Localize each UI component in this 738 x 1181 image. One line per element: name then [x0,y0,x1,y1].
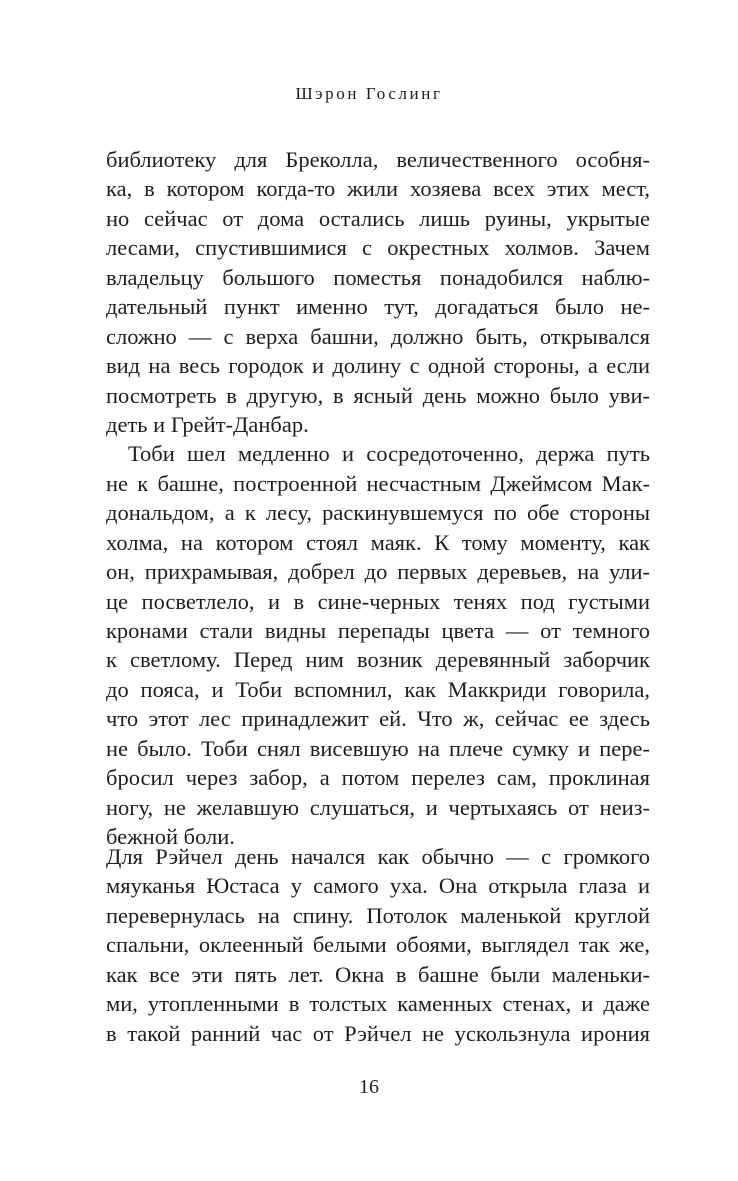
text-line: что этот лес принадлежит ей. Что ж, сейчас ее здесь [106,706,650,732]
text-line: бежной боли. [106,824,235,850]
page-number: 16 [359,1076,379,1098]
text-line: лесами, спустившимися с окрестных холмов. Зачем [106,235,650,261]
text-line: дательный пункт именно тут, догадаться было не- [106,294,650,320]
text-line: владельцу большого поместья понадобился наблю- [106,264,650,290]
text-line: ми, утопленными в толстых каменных стенах, и даже [106,991,650,1017]
text-line: как все эти пять лет. Окна в башне были маленьки- [106,961,650,987]
text-line: он, прихрамывая, добрел до первых деревьев, на ули- [106,559,650,585]
text-line: посмотреть в другую, в ясный день можно было уви- [106,382,650,408]
text-line: не было. Тоби снял висевшую на плече сумку и пере- [106,735,650,761]
text-line: к светлому. Перед ним возник деревянный заборчик [106,647,650,673]
text-line: спальни, оклеенный белыми обоями, выглядел так же, [106,932,650,958]
text-line: вид на весь городок и долину с одной стороны, а если [106,353,650,379]
running-header-author: Шэрон Гослинг [295,84,443,103]
text-line: перевернулась на спину. Потолок маленькой круглой [106,902,650,928]
text-line: библиотеку для Бреколла, величественного особня- [106,147,650,172]
text-line: сложно — с верха башни, должно быть, открывался [106,323,650,349]
text-block [106,842,650,1048]
text-line: мяуканья Юстаса у самого уха. Она открыла глаза и [106,873,650,899]
text-line: бросил через забор, а потом перелез сам, проклиная [106,765,650,791]
text-block [106,145,650,852]
text-line: до пояса, и Тоби вспомнил, как Маккриди говорила, [106,676,650,702]
text-line: но сейчас от дома остались лишь руины, укрытые [106,205,650,231]
text-line: холма, на котором стоял маяк. К тому моменту, как [106,529,650,555]
text-line: не к башне, построенной несчастным Джеймсом Мак- [106,470,650,496]
paragraph-start-line: Тоби шел медленно и сосредоточенно, держа путь [128,441,650,467]
text-line: ногу, не желавшую слушаться, и чертыхаясь от неиз- [106,794,650,820]
text-line: це посветлело, и в сине-черных тенях под густыми [106,588,650,614]
text-line: ка, в котором когда-то жили хозяева всех этих мест, [106,176,650,202]
text-line: деть и Грейт-Данбар. [106,411,309,437]
text-line: в такой ранний час от Рэйчел не ускользнула ирония [106,1020,650,1046]
text-line: кронами стали видны перепады цвета — от темного [106,618,650,643]
text-line: дональдом, а к лесу, раскинувшемуся по обе стороны [106,500,650,526]
section-start-line: Для Рэйчел день начался как обычно — с громкого [106,844,650,869]
